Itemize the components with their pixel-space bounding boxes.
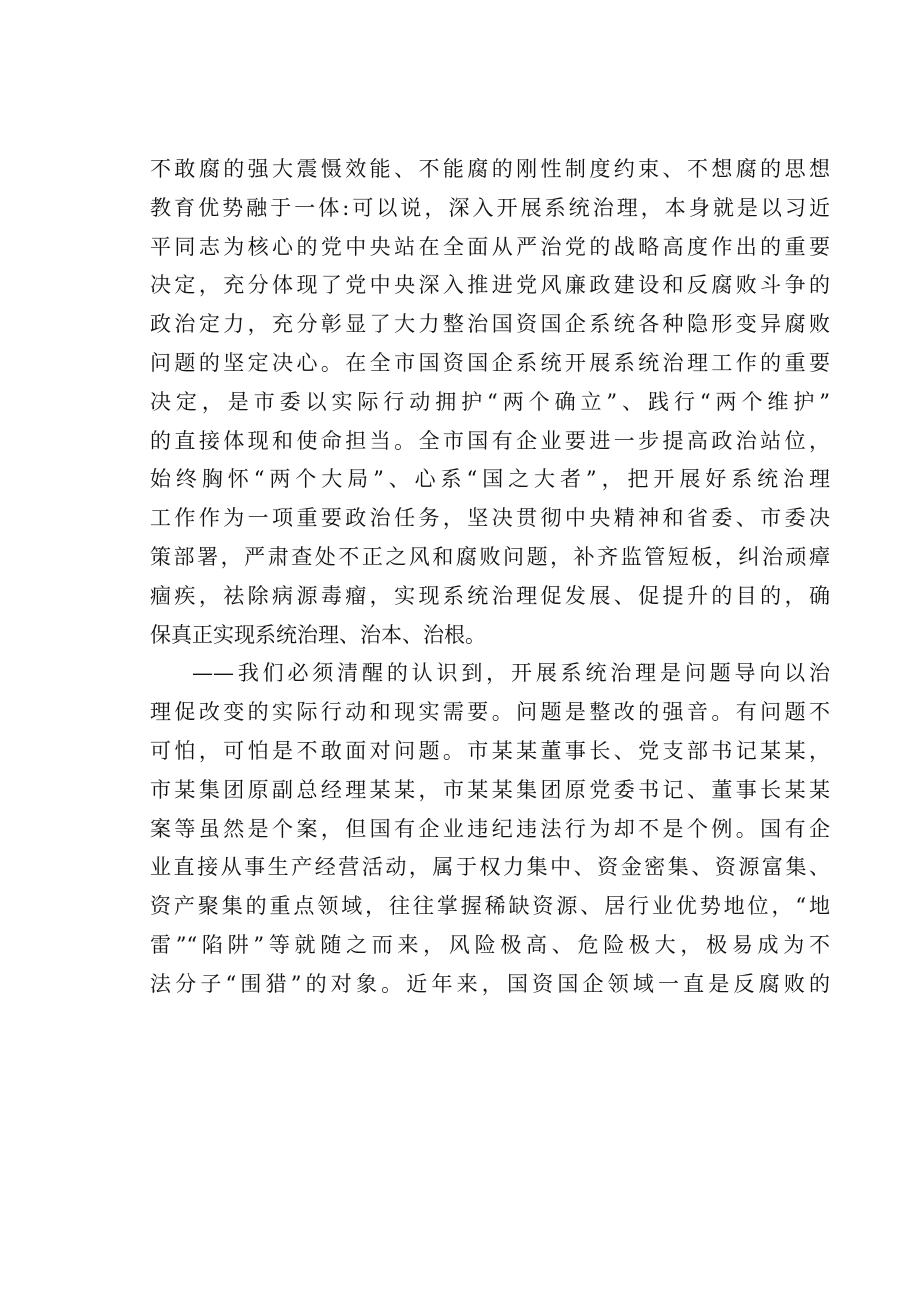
paragraph-line: 问题的坚定决心。在全市国资国企系统开展系统治理工作的重要 — [150, 350, 830, 375]
paragraph-line: 平同志为核心的党中央站在全面从严治党的战略高度作出的重要 — [150, 234, 830, 259]
paragraph-line: 决定，充分体现了党中央深入推进党风廉政建设和反腐败斗争的 — [150, 273, 830, 298]
paragraph-1 — [150, 150, 830, 654]
paragraph-line: ——我们必须清醒的认识到，开展系统治理是问题导向以治 — [192, 661, 830, 686]
paragraph-line: 保真正实现系统治理、治本、治根。 — [150, 622, 486, 647]
paragraph-line: 资产聚集的重点领域，往往掌握稀缺资源、居行业优势地位，“地 — [150, 894, 830, 919]
paragraph-line: 业直接从事生产经营活动，属于权力集中、资金密集、资源富集、 — [150, 855, 830, 880]
paragraph-line: 理促改变的实际行动和现实需要。问题是整改的强音。有问题不 — [150, 700, 830, 725]
paragraph-line: 痼疾，祛除病源毒瘤，实现系统治理促发展、促提升的目的，确 — [150, 583, 830, 608]
document-body — [150, 150, 830, 1004]
paragraph-line: 始终胸怀“两个大局”、心系“国之大者”，把开展好系统治理 — [150, 467, 830, 492]
paragraph-line: 不敢腐的强大震慑效能、不能腐的刚性制度约束、不想腐的思想 — [150, 157, 830, 181]
paragraph-line: 政治定力，充分彰显了大力整治国资国企系统各种隐形变异腐败 — [150, 312, 830, 337]
paragraph-line: 的直接体现和使命担当。全市国有企业要进一步提高政治站位， — [150, 428, 830, 453]
paragraph-line: 决定，是市委以实际行动拥护“两个确立”、践行“两个维护” — [150, 389, 830, 414]
paragraph-line: 雷”“陷阱”等就随之而来，风险极高、危险极大，极易成为不 — [150, 932, 830, 957]
paragraph-line: 案等虽然是个案，但国有企业违纪违法行为却不是个例。国有企 — [150, 816, 830, 841]
paragraph-line: 可怕，可怕是不敢面对问题。市某某董事长、党支部书记某某， — [150, 738, 830, 763]
paragraph-line: 市某集团原副总经理某某，市某某集团原党委书记、董事长某某 — [150, 777, 830, 802]
paragraph-2 — [150, 654, 830, 1003]
paragraph-line: 工作作为一项重要政治任务，坚决贯彻中央精神和省委、市委决 — [150, 506, 830, 531]
paragraph-line: 策部署，严肃查处不正之风和腐败问题，补齐监管短板，纠治顽瘴 — [150, 544, 830, 569]
paragraph-line: 教育优势融于一体:可以说，深入开展系统治理，本身就是以习近 — [150, 195, 830, 220]
paragraph-line: 法分子“围猎”的对象。近年来，国资国企领域一直是反腐败的 — [150, 971, 830, 996]
